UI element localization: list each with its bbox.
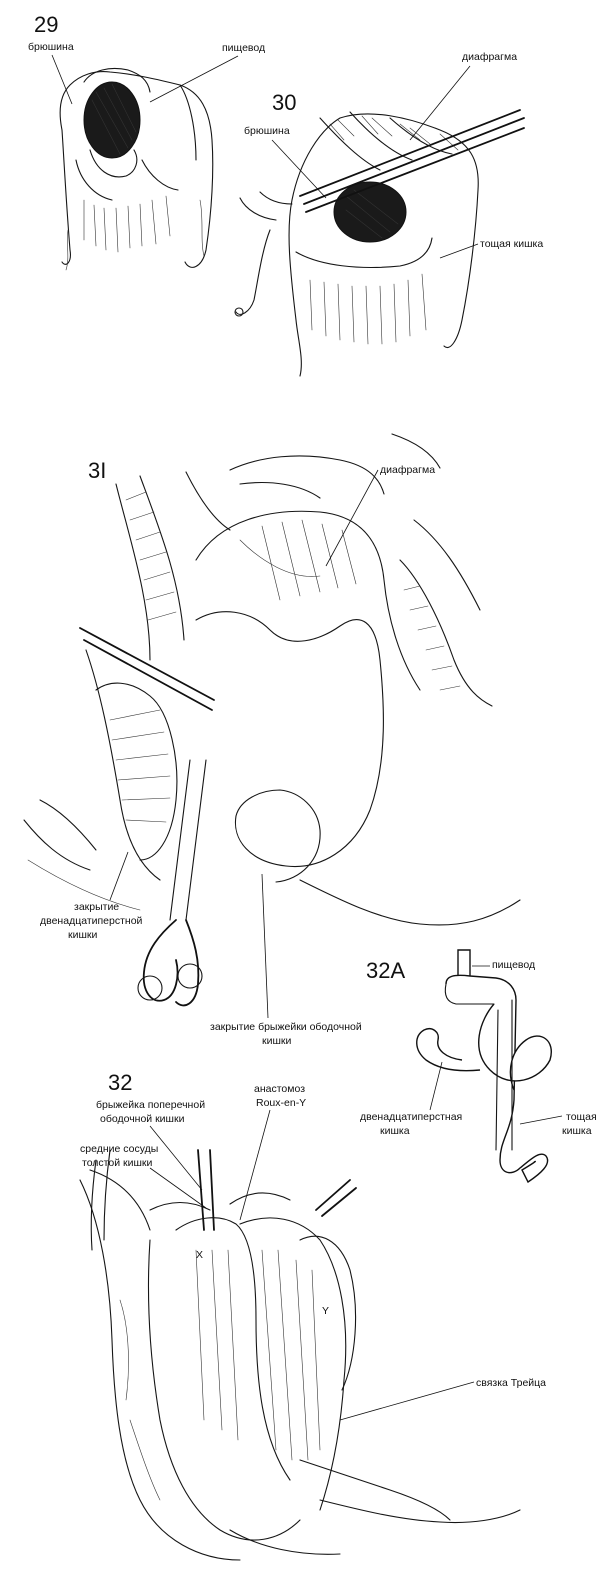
figure-31 — [24, 434, 520, 1047]
fig31-duodenum-closure-line2: двенадцатиперстной — [40, 915, 143, 927]
fig32-anastomosis-line2: Roux-en-Y — [256, 1097, 307, 1109]
fig31-mesocolon-closure-leader — [262, 874, 268, 1018]
figure-32a-drawing — [417, 950, 552, 1182]
fig30-peritoneum-label: брюшина — [244, 125, 290, 137]
fig32-transverse-mesocolon-line1: брыжейка поперечной — [96, 1099, 206, 1111]
fig32-anastomosis-line1: анастомоз — [254, 1083, 306, 1095]
fig32a-duodenum-line2: кишка — [380, 1125, 410, 1137]
fig29-peritoneum-leader — [52, 55, 72, 104]
fig29-esophagus-label: пищевод — [222, 42, 266, 54]
fig32a-duodenum-line1: двенадцатиперстная — [360, 1111, 463, 1123]
figure-31-number: 3I — [88, 458, 107, 483]
fig29-esophagus-leader — [150, 56, 238, 102]
fig32-marker-x: X — [196, 1249, 204, 1261]
fig31-mesocolon-closure-line1: закрытие брыжейки ободочной — [210, 1021, 362, 1033]
figure-32-drawing — [80, 1150, 520, 1560]
figure-30 — [235, 51, 543, 376]
figure-29 — [28, 12, 265, 270]
fig31-mesocolon-closure-line2: кишки — [262, 1035, 292, 1047]
fig30-jejunum-label: тощая кишка — [480, 238, 544, 250]
fig30-diaphragm-leader — [410, 66, 470, 140]
fig29-peritoneum-label: брюшина — [28, 41, 74, 53]
fig31-duodenum-closure-leader — [110, 852, 128, 900]
figure-29-number: 29 — [34, 12, 59, 37]
fig32-transverse-mesocolon-line2: ободочной кишки — [100, 1113, 185, 1125]
figure-32 — [80, 1070, 546, 1560]
fig30-diaphragm-label: диафрагма — [462, 51, 518, 63]
fig32-middle-colic-line1: средние сосуды — [80, 1143, 159, 1155]
fig32a-jejunum-line2: кишка — [562, 1125, 592, 1137]
fig30-peritoneum-leader — [272, 140, 326, 198]
fig32-marker-y: Y — [322, 1305, 330, 1317]
fig32a-esophagus-label: пищевод — [492, 959, 536, 971]
figure-32a-number: 32A — [366, 958, 406, 983]
fig31-diaphragm-leader — [326, 470, 378, 566]
fig32-anastomosis-leader — [240, 1110, 270, 1220]
fig32-treitz-leader — [340, 1382, 474, 1420]
fig31-diaphragm-label: диафрагма — [380, 464, 436, 476]
figure-30-number: 30 — [272, 90, 297, 115]
figure-29-drawing — [60, 69, 213, 271]
fig31-duodenum-closure-line1: закрытие — [74, 901, 120, 913]
fig31-duodenum-closure-line3: кишки — [68, 929, 98, 941]
fig32a-duodenum-leader — [430, 1062, 442, 1110]
fig32-middle-colic-line2: толстой кишки — [82, 1157, 153, 1169]
fig32a-jejunum-line1: тощая — [566, 1111, 597, 1123]
figure-32-number: 32 — [108, 1070, 133, 1095]
fig32-transverse-mesocolon-leader — [150, 1126, 202, 1190]
figure-32a — [360, 950, 597, 1182]
fig32a-jejunum-leader — [520, 1116, 562, 1124]
fig32-treitz-label: связка Трейца — [476, 1377, 547, 1389]
